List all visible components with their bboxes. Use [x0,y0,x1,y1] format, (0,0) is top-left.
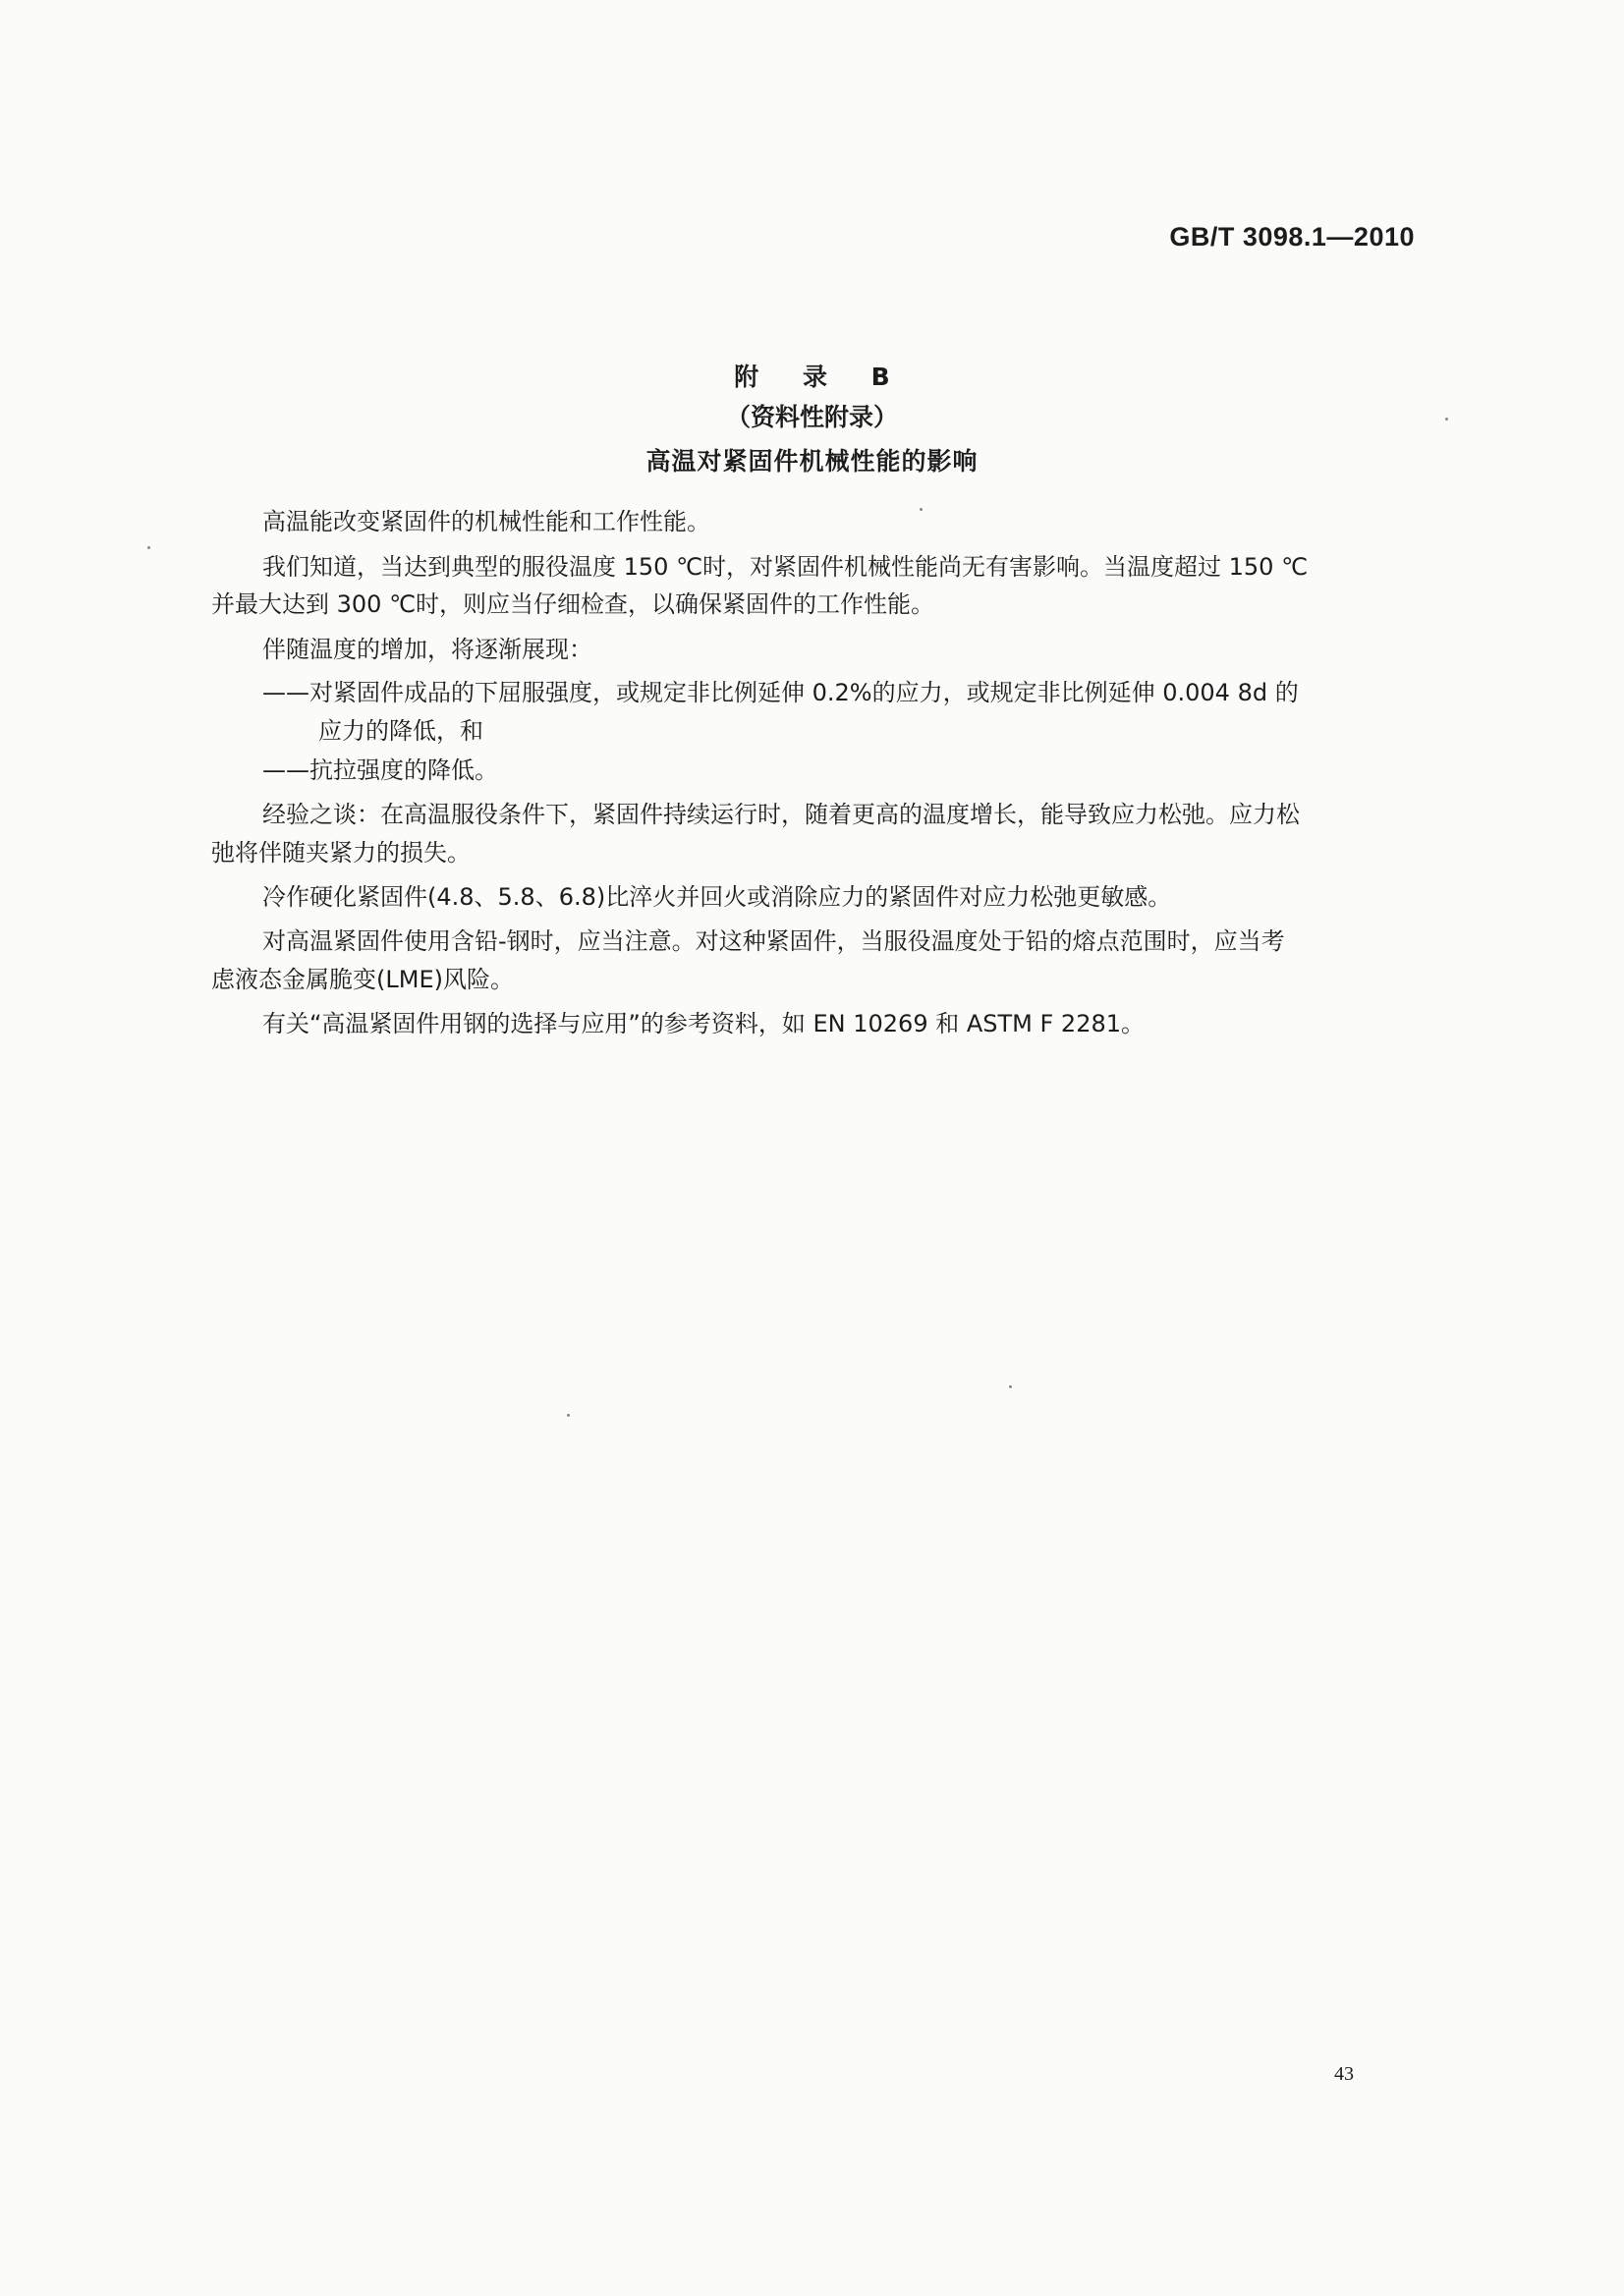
paragraph: 高温能改变紧固件的机械性能和工作性能。 [262,508,710,535]
paragraph-line: 弛将伴随夹紧力的损失。 [211,839,471,867]
paragraph-line: 我们知道，当达到典型的服役温度 150 ℃时，对紧固件机械性能尚无有害影响。当温度超过 150 ℃ [262,553,1309,581]
annex-heading: 高温对紧固件机械性能的影响 [645,447,979,476]
paragraph-line: 经验之谈：在高温服役条件下，紧固件持续运行时，随着更高的温度增长，能导致应力松弛。应力松 [262,801,1300,828]
scan-speck [567,1414,570,1417]
paragraph-line: 虑液态金属脆变(LME)风险。 [211,966,514,993]
paragraph: 冷作硬化紧固件(4.8、5.8、6.8)比淬火并回火或消除应力的紧固件对应力松弛更敏感。 [262,883,1172,911]
list-item-continuation: 应力的降低，和 [318,717,483,745]
scan-speck [1009,1385,1012,1388]
annex-title: 附 录 B [734,363,908,391]
scan-speck [147,546,150,549]
page-number: 43 [1334,2063,1354,2085]
paragraph-line: 对高温紧固件使用含铅-钢时，应当注意。对这种紧固件，当服役温度处于铅的熔点范围时，应当考 [262,927,1285,955]
annex-type: （资料性附录） [725,403,898,431]
scan-speck [1445,418,1448,420]
list-item: ——对紧固件成品的下屈服强度，或规定非比例延伸 0.2%的应力，或规定非比例延伸 0.004 8d 的 [262,679,1299,706]
paragraph: 伴随温度的增加，将逐渐展现： [262,636,592,663]
standard-code: GB/T 3098.1—2010 [1169,222,1415,252]
paragraph: 有关“高温紧固件用钢的选择与应用”的参考资料，如 EN 10269 和 ASTM F 2281。 [262,1010,1146,1037]
paragraph-line: 并最大达到 300 ℃时，则应当仔细检查，以确保紧固件的工作性能。 [211,590,935,618]
list-item: ——抗拉强度的降低。 [262,756,498,784]
scan-speck [920,508,923,511]
